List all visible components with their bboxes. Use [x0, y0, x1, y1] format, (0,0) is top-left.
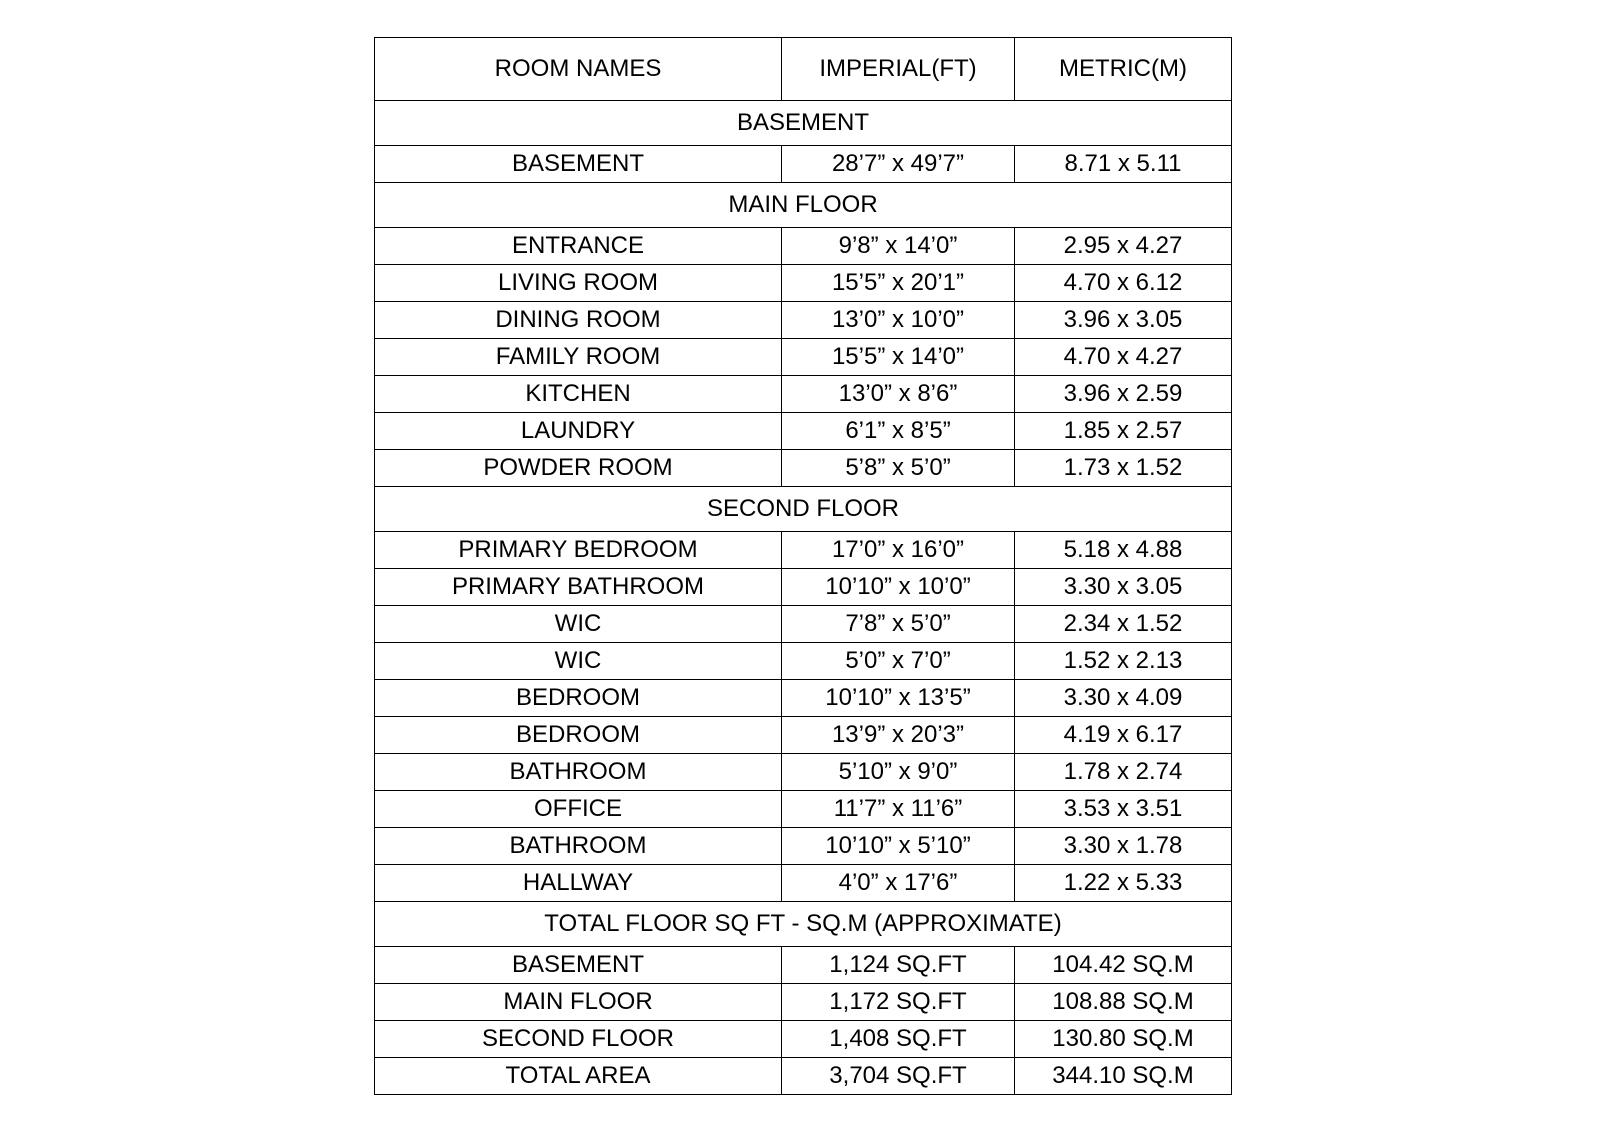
- section-header-row: [375, 487, 1232, 532]
- imperial-cell: 15’5” x 14’0”: [782, 339, 1015, 376]
- metric-cell: 4.19 x 6.17: [1015, 717, 1232, 754]
- imperial-cell: 3,704 SQ.FT: [782, 1058, 1015, 1095]
- imperial-cell: 5’0” x 7’0”: [782, 643, 1015, 680]
- room-name-cell: PRIMARY BATHROOM: [375, 569, 782, 606]
- imperial-header: IMPERIAL(FT): [782, 38, 1015, 101]
- section-title: BASEMENT: [375, 101, 1232, 146]
- metric-cell: 3.53 x 3.51: [1015, 791, 1232, 828]
- metric-cell: 130.80 SQ.M: [1015, 1021, 1232, 1058]
- imperial-cell: 15’5” x 20’1”: [782, 265, 1015, 302]
- metric-cell: 3.30 x 1.78: [1015, 828, 1232, 865]
- table-row: [375, 1058, 1232, 1095]
- metric-cell: 8.71 x 5.11: [1015, 146, 1232, 183]
- metric-cell: 1.22 x 5.33: [1015, 865, 1232, 902]
- metric-cell: 1.78 x 2.74: [1015, 754, 1232, 791]
- imperial-cell: 10’10” x 13’5”: [782, 680, 1015, 717]
- section-title: SECOND FLOOR: [375, 487, 1232, 532]
- room-name-cell: BASEMENT: [375, 146, 782, 183]
- table-row: [375, 532, 1232, 569]
- metric-cell: 3.30 x 3.05: [1015, 569, 1232, 606]
- metric-cell: 104.42 SQ.M: [1015, 947, 1232, 984]
- imperial-cell: 4’0” x 17’6”: [782, 865, 1015, 902]
- room-name-cell: PRIMARY BEDROOM: [375, 532, 782, 569]
- table-row: [375, 865, 1232, 902]
- table-row: [375, 606, 1232, 643]
- imperial-cell: 13’0” x 10’0”: [782, 302, 1015, 339]
- table-row: [375, 228, 1232, 265]
- table-row: [375, 643, 1232, 680]
- room-name-cell: BEDROOM: [375, 717, 782, 754]
- table-row: [375, 450, 1232, 487]
- metric-cell: 108.88 SQ.M: [1015, 984, 1232, 1021]
- table-body: [375, 101, 1232, 1095]
- metric-cell: 4.70 x 6.12: [1015, 265, 1232, 302]
- table-header-row: [375, 38, 1232, 101]
- imperial-cell: 1,408 SQ.FT: [782, 1021, 1015, 1058]
- table-row: [375, 413, 1232, 450]
- metric-header: METRIC(M): [1015, 38, 1232, 101]
- room-name-cell: OFFICE: [375, 791, 782, 828]
- imperial-cell: 5’10” x 9’0”: [782, 754, 1015, 791]
- room-name-cell: WIC: [375, 643, 782, 680]
- table-row: [375, 339, 1232, 376]
- section-title: TOTAL FLOOR SQ FT - SQ.M (APPROXIMATE): [375, 902, 1232, 947]
- room-name-cell: BEDROOM: [375, 680, 782, 717]
- room-name-cell: FAMILY ROOM: [375, 339, 782, 376]
- table-row: [375, 828, 1232, 865]
- imperial-cell: 7’8” x 5’0”: [782, 606, 1015, 643]
- imperial-cell: 28’7” x 49’7”: [782, 146, 1015, 183]
- metric-cell: 1.85 x 2.57: [1015, 413, 1232, 450]
- imperial-cell: 13’9” x 20’3”: [782, 717, 1015, 754]
- room-name-cell: KITCHEN: [375, 376, 782, 413]
- table-row: [375, 754, 1232, 791]
- room-name-cell: SECOND FLOOR: [375, 1021, 782, 1058]
- imperial-cell: 10’10” x 10’0”: [782, 569, 1015, 606]
- section-header-row: [375, 183, 1232, 228]
- section-header-row: [375, 101, 1232, 146]
- section-header-row: [375, 902, 1232, 947]
- room-name-cell: BATHROOM: [375, 828, 782, 865]
- room-name-cell: WIC: [375, 606, 782, 643]
- metric-cell: 2.95 x 4.27: [1015, 228, 1232, 265]
- section-title: MAIN FLOOR: [375, 183, 1232, 228]
- room-names-header: ROOM NAMES: [375, 38, 782, 101]
- imperial-cell: 13’0” x 8’6”: [782, 376, 1015, 413]
- room-name-cell: MAIN FLOOR: [375, 984, 782, 1021]
- room-name-cell: BATHROOM: [375, 754, 782, 791]
- table-row: [375, 265, 1232, 302]
- metric-cell: 3.30 x 4.09: [1015, 680, 1232, 717]
- imperial-cell: 17’0” x 16’0”: [782, 532, 1015, 569]
- table-row: [375, 302, 1232, 339]
- room-name-cell: BASEMENT: [375, 947, 782, 984]
- imperial-cell: 9’8” x 14’0”: [782, 228, 1015, 265]
- metric-cell: 2.34 x 1.52: [1015, 606, 1232, 643]
- room-name-cell: HALLWAY: [375, 865, 782, 902]
- room-name-cell: TOTAL AREA: [375, 1058, 782, 1095]
- table-row: [375, 680, 1232, 717]
- room-name-cell: LIVING ROOM: [375, 265, 782, 302]
- table-row: [375, 984, 1232, 1021]
- table-row: [375, 569, 1232, 606]
- metric-cell: 5.18 x 4.88: [1015, 532, 1232, 569]
- imperial-cell: 10’10” x 5’10”: [782, 828, 1015, 865]
- imperial-cell: 6’1” x 8’5”: [782, 413, 1015, 450]
- metric-cell: 3.96 x 3.05: [1015, 302, 1232, 339]
- metric-cell: 3.96 x 2.59: [1015, 376, 1232, 413]
- table-row: [375, 717, 1232, 754]
- imperial-cell: 1,172 SQ.FT: [782, 984, 1015, 1021]
- metric-cell: 344.10 SQ.M: [1015, 1058, 1232, 1095]
- table-row: [375, 146, 1232, 183]
- table-row: [375, 791, 1232, 828]
- imperial-cell: 1,124 SQ.FT: [782, 947, 1015, 984]
- imperial-cell: 11’7” x 11’6”: [782, 791, 1015, 828]
- metric-cell: 1.73 x 1.52: [1015, 450, 1232, 487]
- imperial-cell: 5’8” x 5’0”: [782, 450, 1015, 487]
- room-name-cell: POWDER ROOM: [375, 450, 782, 487]
- room-name-cell: LAUNDRY: [375, 413, 782, 450]
- room-name-cell: DINING ROOM: [375, 302, 782, 339]
- table-row: [375, 376, 1232, 413]
- room-dimensions-table: [374, 37, 1232, 1095]
- metric-cell: 4.70 x 4.27: [1015, 339, 1232, 376]
- table-row: [375, 1021, 1232, 1058]
- metric-cell: 1.52 x 2.13: [1015, 643, 1232, 680]
- room-name-cell: ENTRANCE: [375, 228, 782, 265]
- table-row: [375, 947, 1232, 984]
